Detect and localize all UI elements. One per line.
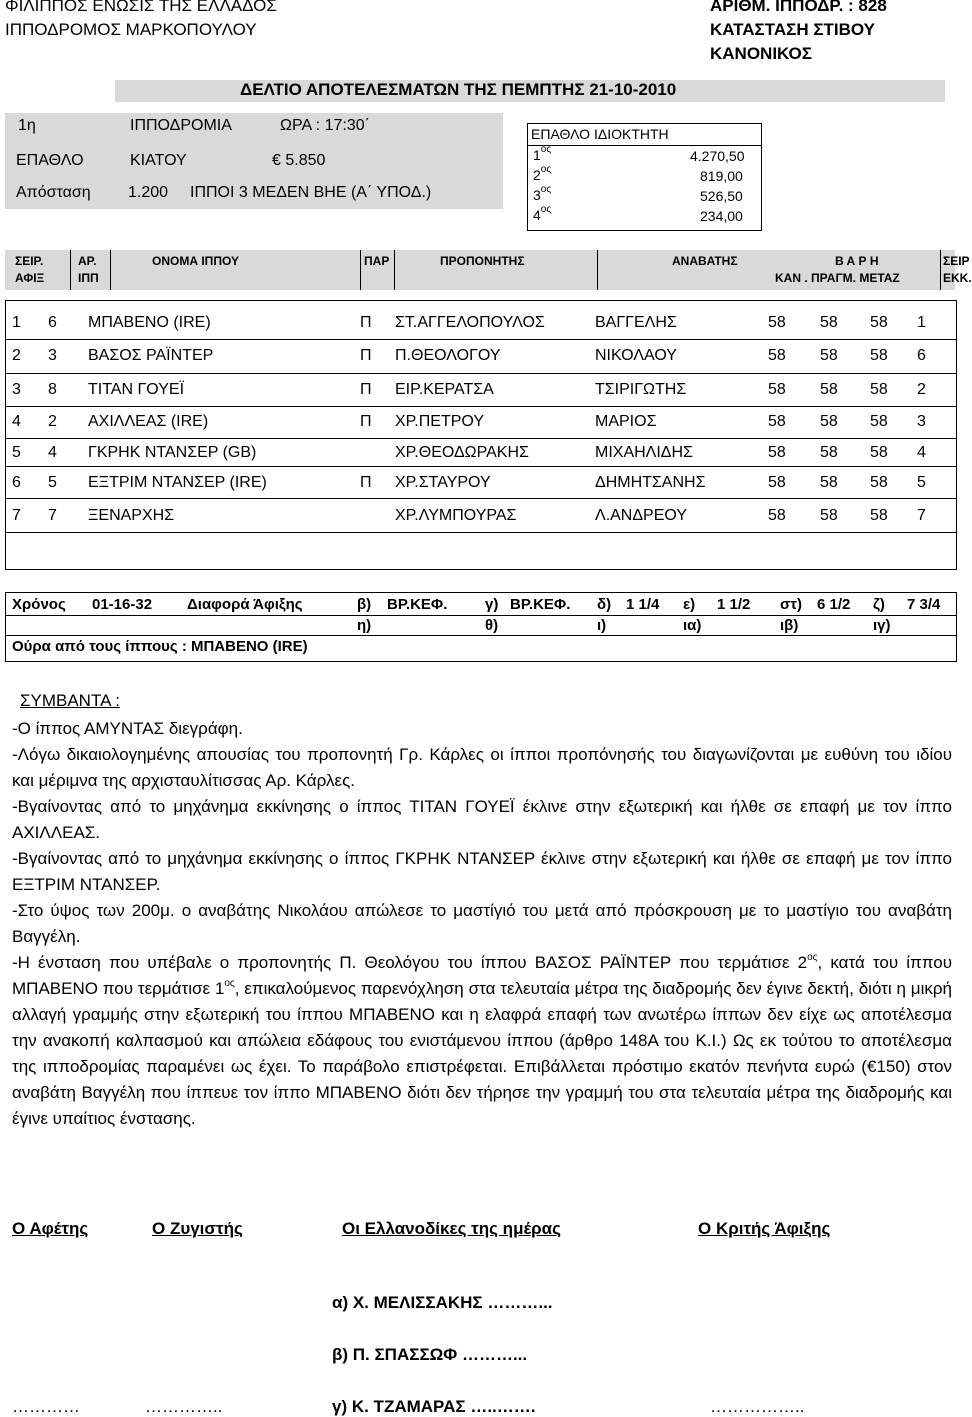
row-horse: ΒΑΣΟΣ ΡΑΪΝΤΕΡ <box>88 347 214 364</box>
row-trainer: ΣΤ.ΑΓΓΕΛΟΠΟΥΛΟΣ <box>395 314 545 331</box>
diff-z-label: ζ) <box>873 596 885 613</box>
row-position: 5 <box>12 444 21 461</box>
row-weight-3: 58 <box>870 507 888 524</box>
row-jockey: Λ.ΑΝΔΡΕΟΥ <box>595 507 687 524</box>
row-jockey: ΝΙΚΟΛΑΟΥ <box>595 347 677 364</box>
row-weight-2: 58 <box>820 413 838 430</box>
signature-starter: Ο Αφέτης <box>12 1219 89 1238</box>
row-position: 7 <box>12 507 21 524</box>
diff-e-label: ε) <box>683 596 696 613</box>
difference-label: Διαφορά Άφιξης <box>187 596 303 613</box>
judge-dots: …………….. <box>710 1397 805 1416</box>
diff-ib-label: ιβ) <box>780 617 799 634</box>
row-weight-1: 58 <box>768 507 786 524</box>
results-table <box>5 300 957 570</box>
owner-prize-pos-1: $1^{o\varsigma}$ <box>533 144 552 163</box>
objection-text-d: 150) στον αναβάτη Βαγγέλη που ίππευε τον ίππο ΜΠΑΒΕΝΟ διότι δεν τήρησε την γραμμή του στα τελευταία μέτρα της διαδρομής και έγινε υπαίτιος ένστασης. <box>12 1057 952 1128</box>
row-horse: ΜΠΑΒΕΝΟ (IRE) <box>88 314 211 331</box>
row-weight-1: 58 <box>768 444 786 461</box>
row-gate: 1 <box>917 314 926 331</box>
col-position-label: ΣΕΙΡ. <box>15 254 44 268</box>
owner-prize-amount-4: 234,00 <box>700 208 743 224</box>
row-weight-2: 58 <box>820 474 838 491</box>
tail-result: Ούρα από τους ίππους : ΜΠΑΒΕΝΟ (IRE) <box>12 638 308 655</box>
race-time: ΩΡΑ : 17:30΄ <box>280 117 370 134</box>
row-weight-2: 58 <box>820 314 838 331</box>
diff-th-label: θ) <box>485 617 499 634</box>
row-weight-2: 58 <box>820 347 838 364</box>
incident-paragraph: -Βγαίνοντας από το μηχάνημα εκκίνησης ο ίππος ΓΚΡΗΚ ΝΤΑΝΣΕΡ έκλινε στην εξωτερική και ήλθε σε επαφή με τον ίππο ΕΞΤΡΙΜ ΝΤΑΝΣΕΡ. <box>12 849 952 894</box>
diff-e-value: 1 1/2 <box>717 596 751 613</box>
row-gate: 5 <box>917 474 926 491</box>
row-par: Π <box>360 347 372 364</box>
row-par: Π <box>360 413 372 430</box>
diff-g-value: ΒΡ.ΚΕΦ. <box>510 596 571 613</box>
row-trainer: Π.ΘΕΟΛΟΓΟΥ <box>395 347 501 364</box>
row-weight-1: 58 <box>768 413 786 430</box>
diff-i-label: ι) <box>597 617 607 634</box>
row-jockey: ΒΑΓΓΕΛΗΣ <box>595 314 677 331</box>
owner-prize-pos-2: $2^{o\varsigma}$ <box>533 164 552 183</box>
row-number: 6 <box>48 314 57 331</box>
incident-paragraph: -Στο ύψος των 200μ. ο αναβάτης Νικολάου απώλεσε το μαστίγιό του μετά από πρόσκρουση με το μαστίγιο του αναβάτη Βαγγέλη. <box>12 901 952 946</box>
row-number: 2 <box>48 413 57 430</box>
race-label: ΙΠΠΟΔΡΟΜΙΑ <box>130 117 232 134</box>
col-gate-sub: ΕΚΚ. <box>943 271 972 285</box>
prize-name: ΚΙΑΤΟΥ <box>130 152 187 169</box>
row-gate: 6 <box>917 347 926 364</box>
col-number-sub: ΙΠΠ <box>78 271 99 285</box>
col-trainer: ΠΡΟΠΟΝΗΤΗΣ <box>440 254 525 268</box>
race-number: 1η <box>18 117 36 134</box>
incident-paragraph: -Βγαίνοντας από το μηχάνημα εκκίνησης ο ίππος ΤΙΤΑΝ ΓΟΥΕΪ έκλινε στην εξωτερική και ήλθε σε επαφή με τον ίππο ΑΧΙΛΛΕΑΣ. <box>12 797 952 842</box>
col-jockey: ΑΝΑΒΑΤΗΣ <box>672 254 738 268</box>
row-weight-3: 58 <box>870 347 888 364</box>
diff-h-label: η) <box>357 617 372 634</box>
steward-a: α) Χ. ΜΕΛΙΣΣΑΚΗΣ ………... <box>332 1293 553 1312</box>
row-weight-3: 58 <box>870 444 888 461</box>
row-position: 3 <box>12 381 21 398</box>
row-horse: ΑΧΙΛΛΕΑΣ (IRE) <box>88 413 209 430</box>
page-title: ΔΕΛΤΙΟ ΑΠΟΤΕΛΕΣΜΑΤΩΝ ΤΗΣ ΠΕΜΠΤΗΣ 21-10-2010 <box>240 80 677 99</box>
steward-g: γ) Κ. ΤΖΑΜΑΡΑΣ …..……. <box>332 1397 536 1416</box>
diff-b-label: β) <box>357 596 372 613</box>
row-weight-3: 58 <box>870 381 888 398</box>
track-condition-label: ΚΑΤΑΣΤΑΣΗ ΣΤΙΒΟΥ <box>710 20 876 39</box>
row-weight-1: 58 <box>768 474 786 491</box>
row-trainer: ΕΙΡ.ΚΕΡΑΤΣΑ <box>395 381 494 398</box>
col-weight: Β Α Ρ Η <box>835 254 879 268</box>
row-weight-3: 58 <box>870 314 888 331</box>
objection-text-c: , επικαλούμενος παρενόχληση στα τελευταία μέτρα της διαδρομής δεν έγινε δεκτή, διότι η μικρή αλλαγή γραμμής στην εξωτερική του ίππου ΜΠΑΒΕΝΟ και η ελαφρά επαφή των ανωτέρω ίππων δεν είχε ως αποτέλεσμα την ανακοπή καλπασμού και απώλεια εδάφους του ενιστάμενου ίππου (άρθρο 148Α του Κ.Ι.) Ως εκ τούτου το αποτέλεσμα της ιπποδρομίας παραμένει ως έχει. Το παράβολο επιστρέφεται. Επιβάλλεται πρόστιμο εκατόν πενήντα ευρώ ( <box>12 979 952 1076</box>
owner-prize-amount-1: 4.270,50 <box>690 148 745 164</box>
row-weight-1: 58 <box>768 347 786 364</box>
row-horse: ΤΙΤΑΝ ΓΟΥΕΪ <box>88 381 185 398</box>
row-trainer: ΧΡ.ΣΤΑΥΡΟΥ <box>395 474 491 491</box>
row-weight-3: 58 <box>870 474 888 491</box>
diff-st-label: στ) <box>780 596 802 613</box>
diff-z-value: 7 3/4 <box>907 596 941 613</box>
track-condition-value: ΚΑΝΟΝΙΚΟΣ <box>710 44 812 63</box>
row-weight-2: 58 <box>820 444 838 461</box>
euro-symbol: € <box>866 1057 877 1076</box>
row-weight-1: 58 <box>768 314 786 331</box>
objection-paragraph <box>12 950 952 1132</box>
col-position-sub: ΑΦΙΞ <box>15 271 45 285</box>
diff-ig-label: ιγ) <box>873 617 891 634</box>
incidents-title: ΣΥΜΒΑΝΤΑ : <box>20 691 120 710</box>
row-number: 5 <box>48 474 57 491</box>
row-trainer: ΧΡ.ΠΕΤΡΟΥ <box>395 413 485 430</box>
row-par: Π <box>360 474 372 491</box>
weigher-dots: ………….. <box>145 1397 223 1416</box>
diff-g-label: γ) <box>485 596 499 613</box>
row-jockey: ΔΗΜΗΤΣΑΝΗΣ <box>595 474 706 491</box>
distance-value: 1.200 <box>128 184 169 201</box>
row-position: 1 <box>12 314 21 331</box>
objection-sup-1: ος <box>807 952 818 963</box>
diff-d-label: δ) <box>597 596 612 613</box>
starter-dots: ………… <box>12 1397 80 1416</box>
owner-prize-title: ΕΠΑΘΛΟ ΙΔΙΟΚΤΗΤΗ <box>531 126 669 142</box>
row-number: 3 <box>48 347 57 364</box>
objection-text-a: -Η ένσταση που υπέβαλε ο προπονητής Π. Θεολόγου του ίππου ΒΑΣΟΣ ΡΑΪΝΤΕΡ που τερμάτισε 2 <box>12 953 808 972</box>
row-horse: ΕΞΤΡΙΜ ΝΤΑΝΣΕΡ (IRE) <box>88 474 267 491</box>
signature-weigher: Ο Ζυγιστής <box>152 1219 243 1238</box>
prize-amount: € 5.850 <box>272 152 326 169</box>
row-gate: 3 <box>917 413 926 430</box>
owner-prize-pos-3: $3^{o\varsigma}$ <box>533 184 552 203</box>
row-par: Π <box>360 381 372 398</box>
incident-paragraph: -Ο ίππος ΑΜΥΝΤΑΣ διεγράφη. <box>12 719 243 738</box>
distance-label: Απόσταση <box>16 184 91 201</box>
incident-paragraph: -Λόγω δικαιολογημένης απουσίας του προπονητή Γρ. Κάρλες οι ίπποι προπόνησής του διαγωνίζονται με ευθύνη του ιδίου και μέριμνα της αρχισταυλίτισσας Αρ. Κάρλες. <box>12 745 952 790</box>
diff-b-value: ΒΡ.ΚΕΦ. <box>387 596 448 613</box>
owner-prize-pos-4: $4^{o\varsigma}$ <box>533 204 552 223</box>
col-gate: ΣΕΙΡ <box>943 254 970 268</box>
racecourse-number: ΑΡΙΘΜ. ΙΠΠΟΔΡ. : 828 <box>710 0 887 15</box>
col-number-label: ΑΡ. <box>78 254 97 268</box>
row-jockey: ΤΣΙΡΙΓΩΤΗΣ <box>595 381 687 398</box>
row-weight-2: 58 <box>820 507 838 524</box>
col-weight-sub: ΚΑΝ . ΠΡΑΓΜ. ΜΕΤΑΖ <box>775 271 900 285</box>
row-position: 6 <box>12 474 21 491</box>
row-position: 2 <box>12 347 21 364</box>
row-gate: 7 <box>917 507 926 524</box>
prize-label: ΕΠΑΘΛΟ <box>16 152 84 169</box>
col-horse-name: ΟΝΟΜΑ ΙΠΠΟΥ <box>152 254 239 268</box>
time-label: Χρόνος <box>12 596 66 613</box>
row-weight-1: 58 <box>768 381 786 398</box>
row-number: 4 <box>48 444 57 461</box>
row-jockey: ΜΙΧΑΗΛΙΔΗΣ <box>595 444 693 461</box>
diff-ia-label: ια) <box>683 617 702 634</box>
time-value: 01-16-32 <box>92 596 153 613</box>
row-par: Π <box>360 314 372 331</box>
row-number: 8 <box>48 381 57 398</box>
signature-stewards: Οι Ελλανοδίκες της ημέρας <box>342 1219 561 1238</box>
row-horse: ΓΚΡΗΚ ΝΤΑΝΣΕΡ (GB) <box>88 444 257 461</box>
row-weight-3: 58 <box>870 413 888 430</box>
race-conditions: ΙΠΠΟΙ 3 ΜΕΔΕΝ ΒΗΕ (Α΄ ΥΠΟΔ.) <box>190 184 432 201</box>
row-position: 4 <box>12 413 21 430</box>
steward-b: β) Π. ΣΠΑΣΣΩΦ ………... <box>332 1345 528 1364</box>
row-jockey: ΜΑΡΙΟΣ <box>595 413 657 430</box>
row-number: 7 <box>48 507 57 524</box>
objection-sup-2: ος <box>224 978 235 989</box>
row-trainer: ΧΡ.ΛΥΜΠΟΥΡΑΣ <box>395 507 517 524</box>
row-gate: 4 <box>917 444 926 461</box>
owner-prize-amount-2: 819,00 <box>700 168 743 184</box>
owner-prize-amount-3: 526,50 <box>700 188 743 204</box>
row-trainer: ΧΡ.ΘΕΟΔΩΡΑΚΗΣ <box>395 444 529 461</box>
racecourse-name: ΙΠΠΟΔΡΟΜΟΣ ΜΑΡΚΟΠΟΥΛΟΥ <box>5 20 257 39</box>
signature-judge: Ο Κριτής Άφιξης <box>698 1219 831 1238</box>
diff-d-value: 1 1/4 <box>626 596 660 613</box>
row-horse: ΞΕΝΑΡΧΗΣ <box>88 507 175 524</box>
row-weight-2: 58 <box>820 381 838 398</box>
federation-name: ΦΙΛΙΠΠΟΣ ΕΝΩΣΙΣ ΤΗΣ ΕΛΛΑΔΟΣ <box>5 0 277 15</box>
row-gate: 2 <box>917 381 926 398</box>
col-par: ΠΑΡ <box>364 254 390 268</box>
diff-st-value: 6 1/2 <box>817 596 851 613</box>
objection-text-b: , κατά του ίππου ΜΠΑΒΕΝΟ που τερμάτισε 1 <box>12 953 952 998</box>
